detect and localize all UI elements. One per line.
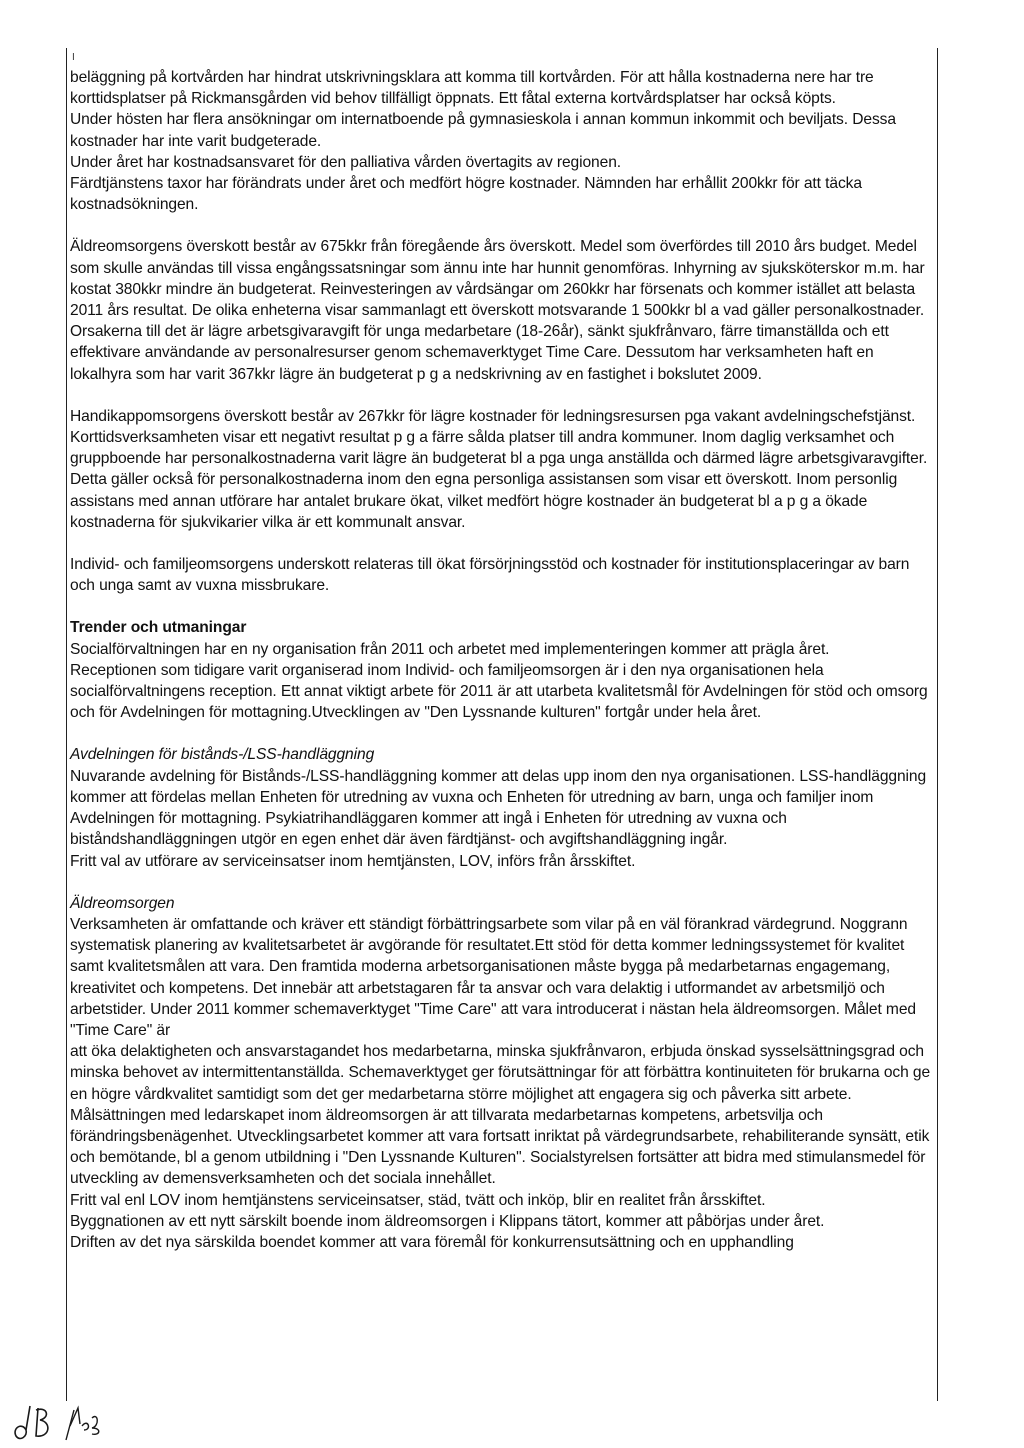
paragraph: Nuvarande avdelning för Bistånds-/LSS-handläggning kommer att delas upp inom den nya organisationen. LSS-handläggning kommer att fördelas mellan Enheten för utredning av vuxna och Enheten för utredning av barn, unga och familjer inom Avdelningen för mottagning. Psykiatrihandläggaren kommer att ingå i Enheten för utredning av vuxna och biståndshandläggningen utgör en egen enhet där även färdtjänst- och avgiftshandläggning ingår. bbox=[70, 767, 927, 849]
subsection-heading: Avdelningen för bistånds-/LSS-handläggning bbox=[70, 746, 375, 764]
handwritten-initials-signature bbox=[8, 1400, 128, 1448]
subsection-heading: Äldreomsorgen bbox=[70, 894, 175, 912]
section-heading: Trender och utmaningar bbox=[70, 619, 247, 637]
paragraph: Fritt val enl LOV inom hemtjänstens serviceinsatser, städ, tvätt och inköp, blir en realitet från årsskiftet. bbox=[70, 1191, 766, 1209]
paragraph: Färdtjänstens taxor har förändrats under året och medfört högre kostnader. Nämnden har erhållit 200kkr för att täcka kostnadsökningen. bbox=[70, 175, 862, 214]
paragraph: Under året har kostnadsansvaret för den palliativa vården övertagits av regionen. bbox=[70, 153, 621, 171]
paragraph: Socialförvaltningen har en ny organisation från 2011 och arbetet med implementeringen kommer att prägla året. bbox=[70, 640, 830, 658]
paragraph: Äldreomsorgens överskott består av 675kkr från föregående års överskott. Medel som överfördes till 2010 års budget. Medel som skulle användas till vissa engångssatsningar som ännu inte har hunnit genomföras. Inhyrning av sjuksköterskor m.m. har kostat 380kkr mindre än budgeterat. Reinvesteringen av vårdsängar om 260kkr har försenats och kommer istället att belasta 2011 års resultat. De olika enheterna visar sammanlagt ett överskott motsvarande 1 500kkr bl a vad gäller personalkostnader. Orsakerna till det är lägre arbetsgivaravgift för unga medarbetare (18-26år), sänkt sjukfrånvaro, färre timanställda och ett effektivare användande av personalresurser genom schemaverktyget Time Care. Dessutom har verksamheten haft en lokalhyra som har varit 367kkr lägre än budgeterat p g a nedskrivning av en fastighet i bokslutet 2009. bbox=[70, 238, 925, 383]
paragraph: Byggnationen av ett nytt särskilt boende inom äldreomsorgen i Klippans tätort, kommer att påbörjas under året. bbox=[70, 1212, 825, 1230]
paragraph: Receptionen som tidigare varit organiserad inom Individ- och familjeomsorgen är i den nya organisationen hela socialförvaltningens reception. Ett annat viktigt arbete för 2011 är att utarbeta kvalitetsmål för Avdelningen för stöd och omsorg och för Avdelningen för mottagning.Utvecklingen av "Den Lyssnande kulturen" fortgår under hela året. bbox=[70, 661, 928, 722]
paragraph: Handikappomsorgens överskott består av 267kkr för lägre kostnader för ledningsresursen pga vakant avdelningschefstjänst. Korttidsverksamheten visar ett negativt resultat p g a färre sålda platser till andra kommuner. Inom daglig verksamhet och gruppboende har personalkostnaderna varit lägre än budgeterat bl a pga unga anställda och därmed lägre arbetsgivaravgifter. Detta gäller också för personalkostnaderna inom den egna personliga assistansen som visar ett överskott. Inom personlig assistans med annan utförare har antalet brukare ökat, vilket medfört högre kostnader än budgeterat bl a p g a ökade kostnaderna för sjukvikarier vilka är ett kommunalt ansvar. bbox=[70, 407, 928, 531]
paragraph: Under hösten har flera ansökningar om internatboende på gymnasieskola i annan kommun inkommit och beviljats. Dessa kostnader har inte varit budgeterade. bbox=[70, 111, 896, 150]
top-mark: I bbox=[72, 52, 75, 63]
paragraph: beläggning på kortvården har hindrat utskrivningsklara att komma till kortvården. För att hålla kostnaderna nere har tre korttidsplatser på Rickmansgården vid behov tillfälligt öppnats. Ett fåtal externa kortvårdsplatser har också köpts. bbox=[70, 69, 874, 108]
paragraph: att öka delaktigheten och ansvarstagandet hos medarbetarna, minska sjukfrånvaron, erbjuda önskad sysselsättningsgrad och minska behovet av intermittentanställda. Schemaverktyget ger förutsättningar för att förbättra kontinuiteten för brukarna och ge en högre vårdkvalitet samtidigt som det ger medarbetarna större möjlighet att engagera sig och påverka sitt arbete. Målsättningen med ledarskapet inom äldreomsorgen är att tillvarata medarbetarnas kompetens, arbetsvilja och förändringsbenägenhet. Utvecklingsarbetet kommer att vara fortsatt inriktat på värdegrundsarbete, rehabiliterande synsätt, etik och bemötande, bl a genom utbildning i "Den Lyssnande Kulturen". Socialstyrelsen fortsätter att bidra med stimulansmedel för utveckling av demensverksamheten och det sociala innehållet. bbox=[70, 1043, 931, 1188]
document-body bbox=[70, 67, 934, 1253]
paragraph: Individ- och familjeomsorgens underskott relateras till ökat försörjningsstöd och kostnader för institutionsplaceringar av barn och unga samt av vuxna missbrukare. bbox=[70, 556, 910, 595]
paragraph: Driften av det nya särskilda boendet kommer att vara föremål för konkurrensutsättning och en upphandling bbox=[70, 1233, 794, 1251]
paragraph: Verksamheten är omfattande och kräver ett ständigt förbättringsarbete som vilar på en väl förankrad värdegrund. Noggrann systematisk planering av kvalitetsarbetet är avgörande för resultatet.Ett stöd för detta kommer ledningssystemet för kvalitet samt kvalitetsmålen att vara. Den framtida moderna arbetsorganisationen måste bygga på medarbetarnas engagemang, kreativitet och kompetens. Det innebär att arbetstagaren får ta ansvar och vara delaktig i utformandet av arbetsmiljö och arbetstider. Under 2011 kommer schemaverktyget "Time Care" att vara introducerat i nästan hela äldreomsorgen. Målet med "Time Care" är bbox=[70, 915, 916, 1039]
paragraph: Fritt val av utförare av serviceinsatser inom hemtjänsten, LOV, införs från årsskiftet. bbox=[70, 852, 636, 870]
